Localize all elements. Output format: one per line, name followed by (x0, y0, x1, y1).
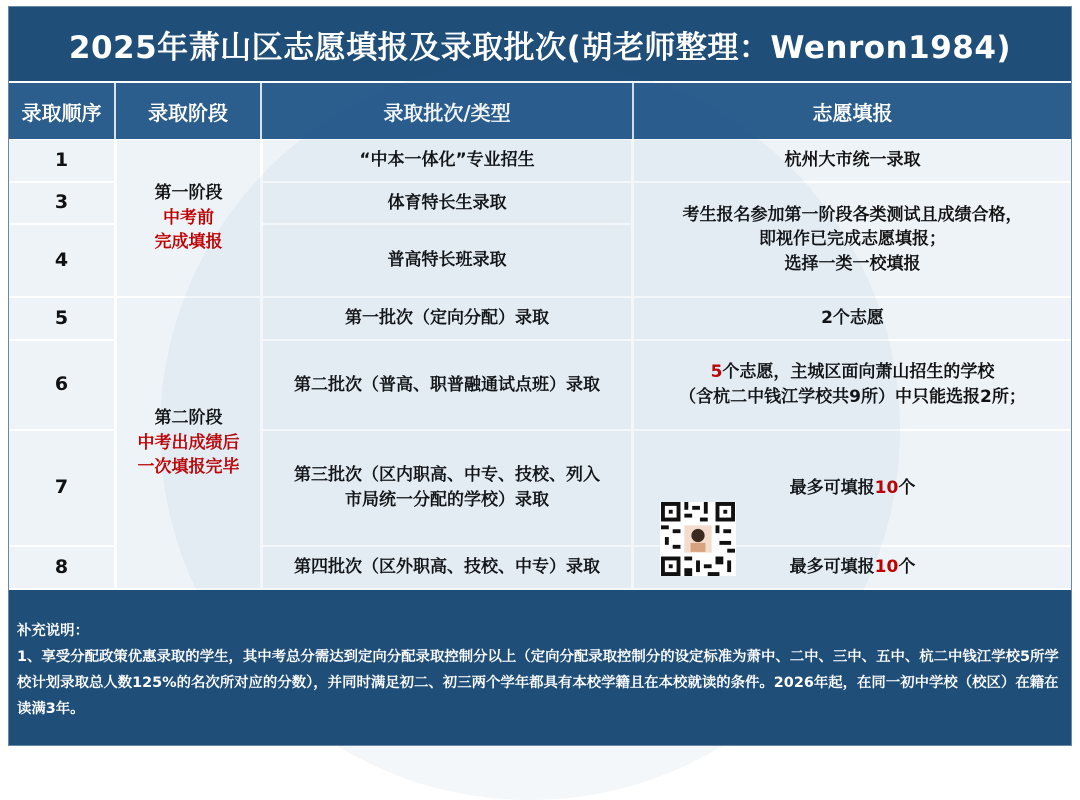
page-title: 2025年萧山区志愿填报及录取批次(胡老师整理：Wenron1984) (9, 7, 1071, 81)
stage-one-note: 完成填报 (154, 232, 223, 253)
notes-body: 1、享受分配政策优惠录取的学生，其中考总分需达到定向分配录取控制分以上（定向分配录取控制分的设定标准为萧中、二中、三中、五中、杭二中钱江学校5所学校计划录取总人数125%的名次所对应的分数），并同时满足初二、初三两个学年都具有本校学籍且在本校就读的条件。2026年起，在同一初中学校（校区）在籍在读满3年。 (17, 649, 1059, 717)
order-cell: 3 (9, 183, 114, 223)
fill-text: 最多可填报 (789, 477, 875, 498)
fill-text: 个志愿，主城区面向萧山招生的学校 (722, 362, 995, 383)
batch-cell: 第四批次（区外职高、技校、中专）录取 (263, 547, 631, 588)
batch-line: 市局统一分配的学校）录取 (345, 490, 549, 510)
header-batch: 录取批次/类型 (262, 83, 634, 139)
fill-text: 个 (898, 477, 916, 498)
order-cell: 8 (9, 547, 114, 588)
fill-line: 选择一类一校填报 (784, 253, 921, 274)
batch-cell: 第二批次（普高、职普融通试点班）录取 (263, 341, 631, 429)
order-cell: 4 (9, 225, 114, 296)
stage-two-title: 第二阶段 (154, 408, 223, 429)
header-order: 录取顺序 (9, 83, 116, 139)
qr-code-icon (660, 502, 736, 576)
notes-heading: 补充说明： (17, 623, 89, 639)
stage-two-timing: 中考出成绩后 (137, 432, 240, 453)
batch-cell (263, 431, 631, 545)
batch-cell: 体育特长生录取 (263, 183, 631, 223)
fill-cell: 杭州大市统一录取 (634, 140, 1071, 181)
stage-one-cell (117, 140, 260, 296)
header-stage: 录取阶段 (116, 83, 262, 139)
fill-line: （含杭二中钱江学校共9所）中只能选报2所； (679, 387, 1026, 407)
header-fill: 志愿填报 (812, 100, 893, 125)
stage-two-cell (117, 298, 260, 588)
batch-cell: 第一批次（定向分配）录取 (263, 298, 631, 339)
batch-cell: 普高特长班录取 (263, 225, 631, 296)
fill-cell (634, 183, 1071, 296)
batch-line: 第三批次（区内职高、中专、技校、列入 (294, 465, 600, 486)
order-cell: 6 (9, 341, 114, 429)
order-cell: 7 (9, 431, 114, 545)
fill-line: 考生报名参加第一阶段各类测试且成绩合格， (682, 204, 1023, 225)
highlight-number: 10 (874, 557, 899, 578)
fill-text: 个 (898, 557, 916, 578)
fill-line: 即视作已完成志愿填报； (759, 229, 946, 250)
stage-one-title: 第一阶段 (154, 183, 223, 204)
table-header (9, 83, 1071, 139)
order-cell: 1 (9, 140, 114, 181)
batch-cell: “中本一体化”专业招生 (263, 140, 631, 181)
supplementary-notes (9, 590, 1071, 745)
stage-one-timing: 中考前 (163, 207, 214, 228)
fill-text: 最多可填报 (789, 557, 875, 578)
highlight-number: 5 (710, 362, 723, 383)
fill-cell (634, 341, 1071, 429)
stage-two-note: 一次填报完毕 (137, 457, 240, 478)
order-cell: 5 (9, 298, 114, 339)
fill-line (711, 360, 995, 385)
highlight-number: 10 (874, 477, 899, 498)
fill-cell: 2个志愿 (634, 298, 1071, 339)
